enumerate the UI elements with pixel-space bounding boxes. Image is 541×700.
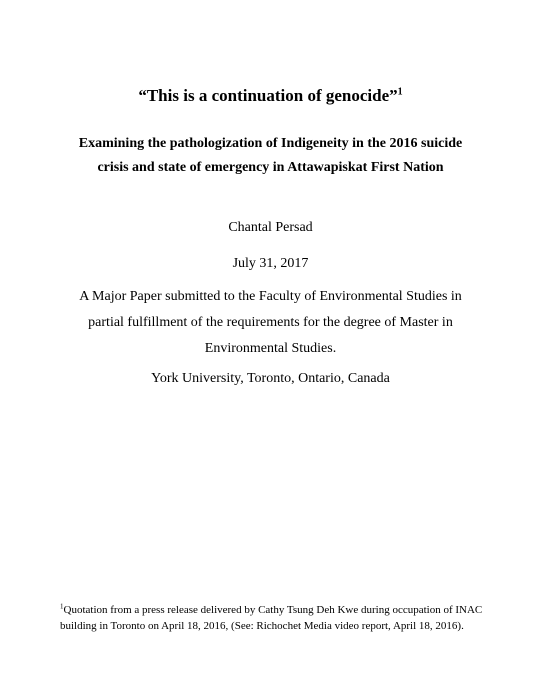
description-line-1: A Major Paper submitted to the Faculty of Environmental Studies in bbox=[79, 289, 462, 304]
submission-date: July 31, 2017 bbox=[232, 256, 309, 271]
page-subtitle bbox=[40, 132, 501, 180]
description-line-3: Environmental Studies. bbox=[204, 341, 337, 356]
title-text: “This is a continuation of genocide” bbox=[138, 86, 398, 105]
footnote-line-1 bbox=[60, 602, 520, 618]
page-title bbox=[0, 84, 541, 108]
title-footnote-mark: 1 bbox=[397, 86, 403, 98]
paper-description bbox=[30, 284, 511, 362]
footnote-mark: 1 bbox=[60, 602, 64, 611]
footnote-line-1-text: Quotation from a press release delivered by Cathy Tsung Deh Kwe during occupation of INAC bbox=[63, 604, 483, 616]
author-name: Chantal Persad bbox=[228, 220, 313, 235]
subtitle-line-2: crisis and state of emergency in Attawapiskat First Nation bbox=[97, 160, 444, 175]
footnote-line-2: building in Toronto on April 18, 2016, (See: Richochet Media video report, April 18, 2016). bbox=[60, 620, 464, 632]
footnote bbox=[60, 602, 520, 634]
subtitle-line-1: Examining the pathologization of Indigeneity in the 2016 suicide bbox=[78, 136, 463, 151]
institution: York University, Toronto, Ontario, Canada bbox=[151, 371, 390, 386]
description-line-2: partial fulfillment of the requirements for the degree of Master in bbox=[88, 315, 453, 330]
